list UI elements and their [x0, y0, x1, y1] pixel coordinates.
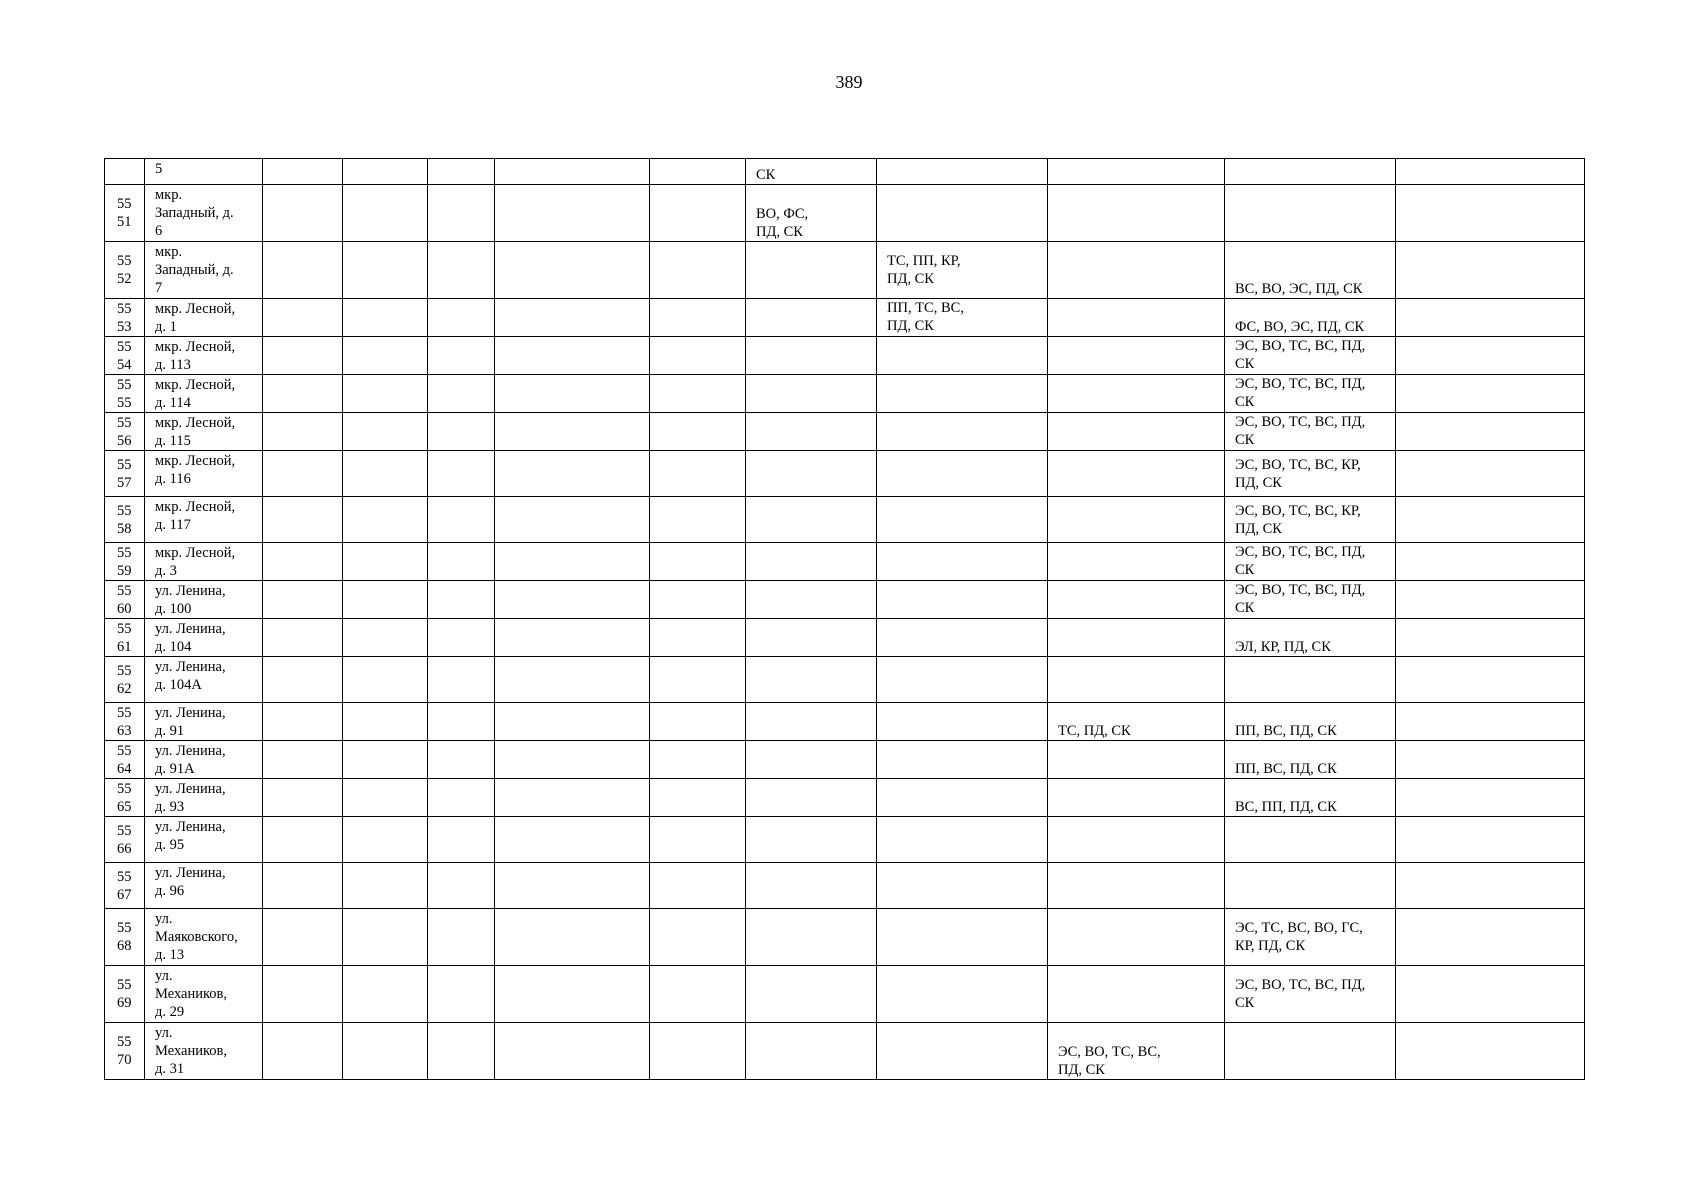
empty-cell	[1396, 451, 1585, 497]
empty-cell	[650, 779, 746, 817]
table-row	[105, 741, 1585, 779]
address-cell: мкр. Лесной, д. 113	[145, 337, 263, 375]
row-number: 55 61	[105, 619, 145, 657]
empty-cell	[495, 779, 650, 817]
empty-cell	[746, 657, 877, 703]
empty-cell	[1048, 741, 1225, 779]
table-row	[105, 497, 1585, 543]
row-number: 55 58	[105, 497, 145, 543]
empty-cell	[650, 242, 746, 299]
empty-cell	[343, 375, 428, 413]
empty-cell	[495, 299, 650, 337]
empty-cell	[263, 242, 343, 299]
empty-cell	[343, 741, 428, 779]
empty-cell	[495, 817, 650, 863]
empty-cell	[746, 741, 877, 779]
empty-cell	[495, 413, 650, 451]
empty-cell	[1048, 159, 1225, 185]
work-types-cell: ЭС, ВО, ТС, ВС, КР, ПД, СК	[1225, 497, 1396, 543]
empty-cell	[263, 703, 343, 741]
address-cell: мкр. Лесной, д. 1	[145, 299, 263, 337]
empty-cell	[495, 863, 650, 909]
empty-cell	[746, 1023, 877, 1080]
table-row	[105, 451, 1585, 497]
empty-cell	[650, 657, 746, 703]
empty-cell	[343, 966, 428, 1023]
empty-cell	[263, 817, 343, 863]
empty-cell	[343, 242, 428, 299]
empty-cell	[746, 543, 877, 581]
row-number: 55 68	[105, 909, 145, 966]
row-number: 55 66	[105, 817, 145, 863]
address-cell: ул. Ленина, д. 104А	[145, 657, 263, 703]
empty-cell	[650, 185, 746, 242]
empty-cell	[1225, 817, 1396, 863]
table-row	[105, 159, 1585, 185]
address-cell: ул. Ленина, д. 96	[145, 863, 263, 909]
empty-cell	[1396, 657, 1585, 703]
row-number: 55 62	[105, 657, 145, 703]
empty-cell	[877, 543, 1048, 581]
empty-cell	[495, 657, 650, 703]
empty-cell	[877, 451, 1048, 497]
empty-cell	[495, 543, 650, 581]
row-number: 55 69	[105, 966, 145, 1023]
row-number: 55 59	[105, 543, 145, 581]
empty-cell	[746, 581, 877, 619]
row-number: 55 57	[105, 451, 145, 497]
empty-cell	[263, 619, 343, 657]
empty-cell	[343, 451, 428, 497]
empty-cell	[650, 817, 746, 863]
row-number: 55 52	[105, 242, 145, 299]
empty-cell	[428, 909, 495, 966]
empty-cell	[1396, 619, 1585, 657]
table-body	[105, 159, 1585, 1080]
table-row	[105, 657, 1585, 703]
address-cell: ул. Механиков, д. 31	[145, 1023, 263, 1080]
empty-cell	[746, 413, 877, 451]
work-types-cell: ТС, ПП, КР, ПД, СК	[877, 242, 1048, 299]
empty-cell	[495, 966, 650, 1023]
empty-cell	[1396, 966, 1585, 1023]
empty-cell	[343, 337, 428, 375]
empty-cell	[877, 1023, 1048, 1080]
empty-cell	[1225, 185, 1396, 242]
empty-cell	[1396, 185, 1585, 242]
empty-cell	[1396, 741, 1585, 779]
empty-cell	[343, 619, 428, 657]
row-number: 55 51	[105, 185, 145, 242]
table-row	[105, 543, 1585, 581]
empty-cell	[428, 817, 495, 863]
empty-cell	[1048, 299, 1225, 337]
empty-cell	[263, 863, 343, 909]
table-row	[105, 779, 1585, 817]
empty-cell	[263, 299, 343, 337]
work-types-cell: ПП, ВС, ПД, СК	[1225, 741, 1396, 779]
work-types-cell: ФС, ВО, ЭС, ПД, СК	[1225, 299, 1396, 337]
work-types-cell: ВС, ВО, ЭС, ПД, СК	[1225, 242, 1396, 299]
table-row	[105, 817, 1585, 863]
empty-cell	[428, 497, 495, 543]
row-number: 55 54	[105, 337, 145, 375]
empty-cell	[746, 619, 877, 657]
table-row	[105, 909, 1585, 966]
empty-cell	[263, 337, 343, 375]
address-cell: мкр. Западный, д. 6	[145, 185, 263, 242]
empty-cell	[746, 299, 877, 337]
empty-cell	[263, 451, 343, 497]
empty-cell	[343, 863, 428, 909]
empty-cell	[343, 1023, 428, 1080]
empty-cell	[495, 581, 650, 619]
address-cell: 5	[145, 159, 263, 185]
empty-cell	[746, 242, 877, 299]
empty-cell	[263, 909, 343, 966]
empty-cell	[263, 159, 343, 185]
empty-cell	[746, 375, 877, 413]
table-row	[105, 337, 1585, 375]
empty-cell	[746, 966, 877, 1023]
empty-cell	[746, 909, 877, 966]
empty-cell	[428, 375, 495, 413]
address-cell: мкр. Лесной, д. 116	[145, 451, 263, 497]
empty-cell	[877, 185, 1048, 242]
registry-table	[104, 158, 1585, 1080]
empty-cell	[877, 703, 1048, 741]
empty-cell	[495, 375, 650, 413]
table-row	[105, 242, 1585, 299]
empty-cell	[877, 413, 1048, 451]
empty-cell	[428, 159, 495, 185]
empty-cell	[263, 185, 343, 242]
address-cell: ул. Ленина, д. 91А	[145, 741, 263, 779]
address-cell: ул. Ленина, д. 91	[145, 703, 263, 741]
empty-cell	[495, 1023, 650, 1080]
work-types-cell: ЭС, ВО, ТС, ВС, ПД, СК	[1225, 413, 1396, 451]
work-types-cell: ЭС, ВО, ТС, ВС, ПД, СК	[1048, 1023, 1225, 1080]
empty-cell	[428, 242, 495, 299]
empty-cell	[650, 619, 746, 657]
empty-cell	[263, 497, 343, 543]
row-number: 55 64	[105, 741, 145, 779]
row-number: 55 60	[105, 581, 145, 619]
empty-cell	[1396, 1023, 1585, 1080]
empty-cell	[1048, 185, 1225, 242]
empty-cell	[650, 909, 746, 966]
empty-cell	[1225, 159, 1396, 185]
table-row	[105, 375, 1585, 413]
empty-cell	[1396, 909, 1585, 966]
page-number: 389	[835, 72, 863, 92]
empty-cell	[877, 619, 1048, 657]
empty-cell	[1048, 966, 1225, 1023]
empty-cell	[343, 159, 428, 185]
empty-cell	[650, 703, 746, 741]
empty-cell	[650, 299, 746, 337]
empty-cell	[343, 299, 428, 337]
empty-cell	[650, 581, 746, 619]
empty-cell	[495, 703, 650, 741]
empty-cell	[877, 497, 1048, 543]
empty-cell	[1048, 863, 1225, 909]
work-types-cell: ЭС, ВО, ТС, ВС, ПД, СК	[1225, 543, 1396, 581]
table-row	[105, 703, 1585, 741]
empty-cell	[1396, 543, 1585, 581]
empty-cell	[650, 337, 746, 375]
empty-cell	[746, 817, 877, 863]
empty-cell	[428, 966, 495, 1023]
empty-cell	[650, 159, 746, 185]
empty-cell	[877, 581, 1048, 619]
empty-cell	[877, 909, 1048, 966]
empty-cell	[1396, 863, 1585, 909]
address-cell: ул. Ленина, д. 100	[145, 581, 263, 619]
empty-cell	[650, 451, 746, 497]
empty-cell	[1048, 657, 1225, 703]
work-types-cell: ВС, ПП, ПД, СК	[1225, 779, 1396, 817]
empty-cell	[746, 497, 877, 543]
empty-cell	[1396, 375, 1585, 413]
empty-cell	[263, 375, 343, 413]
row-number: 55 67	[105, 863, 145, 909]
empty-cell	[746, 703, 877, 741]
table-row	[105, 1023, 1585, 1080]
empty-cell	[1396, 779, 1585, 817]
row-number	[105, 159, 145, 185]
empty-cell	[1396, 299, 1585, 337]
table-row	[105, 966, 1585, 1023]
empty-cell	[650, 1023, 746, 1080]
empty-cell	[877, 657, 1048, 703]
empty-cell	[428, 185, 495, 242]
empty-cell	[263, 966, 343, 1023]
empty-cell	[1396, 159, 1585, 185]
empty-cell	[877, 337, 1048, 375]
empty-cell	[495, 242, 650, 299]
row-number: 55 53	[105, 299, 145, 337]
work-types-cell: ЭС, ТС, ВС, ВО, ГС, КР, ПД, СК	[1225, 909, 1396, 966]
empty-cell	[495, 497, 650, 543]
empty-cell	[343, 817, 428, 863]
table-row	[105, 863, 1585, 909]
work-types-cell: СК	[746, 159, 877, 185]
empty-cell	[1048, 375, 1225, 413]
empty-cell	[428, 299, 495, 337]
address-cell: ул. Ленина, д. 104	[145, 619, 263, 657]
empty-cell	[263, 1023, 343, 1080]
empty-cell	[428, 657, 495, 703]
empty-cell	[428, 779, 495, 817]
table-row	[105, 413, 1585, 451]
work-types-cell: ТС, ПД, СК	[1048, 703, 1225, 741]
row-number: 55 56	[105, 413, 145, 451]
empty-cell	[877, 817, 1048, 863]
empty-cell	[1048, 543, 1225, 581]
empty-cell	[877, 966, 1048, 1023]
address-cell: ул. Маяковского, д. 13	[145, 909, 263, 966]
empty-cell	[343, 657, 428, 703]
empty-cell	[1048, 413, 1225, 451]
empty-cell	[1048, 337, 1225, 375]
empty-cell	[650, 375, 746, 413]
empty-cell	[428, 543, 495, 581]
empty-cell	[1396, 497, 1585, 543]
empty-cell	[877, 159, 1048, 185]
empty-cell	[1396, 337, 1585, 375]
empty-cell	[746, 337, 877, 375]
empty-cell	[343, 497, 428, 543]
empty-cell	[1048, 909, 1225, 966]
empty-cell	[1225, 657, 1396, 703]
empty-cell	[263, 543, 343, 581]
empty-cell	[877, 741, 1048, 779]
empty-cell	[343, 703, 428, 741]
empty-cell	[343, 543, 428, 581]
empty-cell	[428, 337, 495, 375]
empty-cell	[343, 413, 428, 451]
address-cell: мкр. Лесной, д. 115	[145, 413, 263, 451]
empty-cell	[495, 741, 650, 779]
empty-cell	[495, 337, 650, 375]
empty-cell	[263, 413, 343, 451]
address-cell: мкр. Лесной, д. 114	[145, 375, 263, 413]
empty-cell	[650, 863, 746, 909]
empty-cell	[746, 451, 877, 497]
work-types-cell: ЭС, ВО, ТС, ВС, ПД, СК	[1225, 966, 1396, 1023]
work-types-cell: ПП, ТС, ВС, ПД, СК	[877, 299, 1048, 337]
work-types-cell: ВО, ФС, ПД, СК	[746, 185, 877, 242]
empty-cell	[495, 159, 650, 185]
empty-cell	[428, 451, 495, 497]
table-row	[105, 619, 1585, 657]
work-types-cell: ЭС, ВО, ТС, ВС, ПД, СК	[1225, 375, 1396, 413]
empty-cell	[746, 863, 877, 909]
address-cell: мкр. Лесной, д. 117	[145, 497, 263, 543]
empty-cell	[263, 657, 343, 703]
empty-cell	[1396, 703, 1585, 741]
empty-cell	[1225, 1023, 1396, 1080]
empty-cell	[495, 619, 650, 657]
address-cell: ул. Ленина, д. 95	[145, 817, 263, 863]
empty-cell	[428, 581, 495, 619]
empty-cell	[1048, 619, 1225, 657]
empty-cell	[343, 779, 428, 817]
empty-cell	[650, 497, 746, 543]
address-cell: мкр. Лесной, д. 3	[145, 543, 263, 581]
empty-cell	[877, 375, 1048, 413]
work-types-cell: ПП, ВС, ПД, СК	[1225, 703, 1396, 741]
empty-cell	[877, 779, 1048, 817]
empty-cell	[495, 185, 650, 242]
empty-cell	[343, 581, 428, 619]
empty-cell	[343, 185, 428, 242]
empty-cell	[650, 413, 746, 451]
empty-cell	[343, 909, 428, 966]
row-number: 55 63	[105, 703, 145, 741]
work-types-cell: ЭЛ, КР, ПД, СК	[1225, 619, 1396, 657]
table-row	[105, 299, 1585, 337]
empty-cell	[428, 703, 495, 741]
table-row	[105, 185, 1585, 242]
empty-cell	[428, 863, 495, 909]
empty-cell	[650, 966, 746, 1023]
empty-cell	[1396, 581, 1585, 619]
empty-cell	[428, 619, 495, 657]
empty-cell	[263, 779, 343, 817]
empty-cell	[1048, 817, 1225, 863]
empty-cell	[428, 741, 495, 779]
empty-cell	[1048, 451, 1225, 497]
work-types-cell: ЭС, ВО, ТС, ВС, ПД, СК	[1225, 581, 1396, 619]
empty-cell	[650, 543, 746, 581]
work-types-cell: ЭС, ВО, ТС, ВС, ПД, СК	[1225, 337, 1396, 375]
empty-cell	[495, 909, 650, 966]
address-cell: ул. Ленина, д. 93	[145, 779, 263, 817]
empty-cell	[746, 779, 877, 817]
empty-cell	[877, 863, 1048, 909]
empty-cell	[1396, 242, 1585, 299]
empty-cell	[1225, 863, 1396, 909]
address-cell: ул. Механиков, д. 29	[145, 966, 263, 1023]
row-number: 55 65	[105, 779, 145, 817]
empty-cell	[1396, 413, 1585, 451]
empty-cell	[650, 741, 746, 779]
empty-cell	[1396, 817, 1585, 863]
empty-cell	[1048, 242, 1225, 299]
row-number: 55 70	[105, 1023, 145, 1080]
address-cell: мкр. Западный, д. 7	[145, 242, 263, 299]
empty-cell	[1048, 497, 1225, 543]
work-types-cell: ЭС, ВО, ТС, ВС, КР, ПД, СК	[1225, 451, 1396, 497]
empty-cell	[263, 741, 343, 779]
empty-cell	[1048, 779, 1225, 817]
empty-cell	[495, 451, 650, 497]
empty-cell	[263, 581, 343, 619]
table-row	[105, 581, 1585, 619]
empty-cell	[428, 413, 495, 451]
empty-cell	[1048, 581, 1225, 619]
empty-cell	[428, 1023, 495, 1080]
row-number: 55 55	[105, 375, 145, 413]
